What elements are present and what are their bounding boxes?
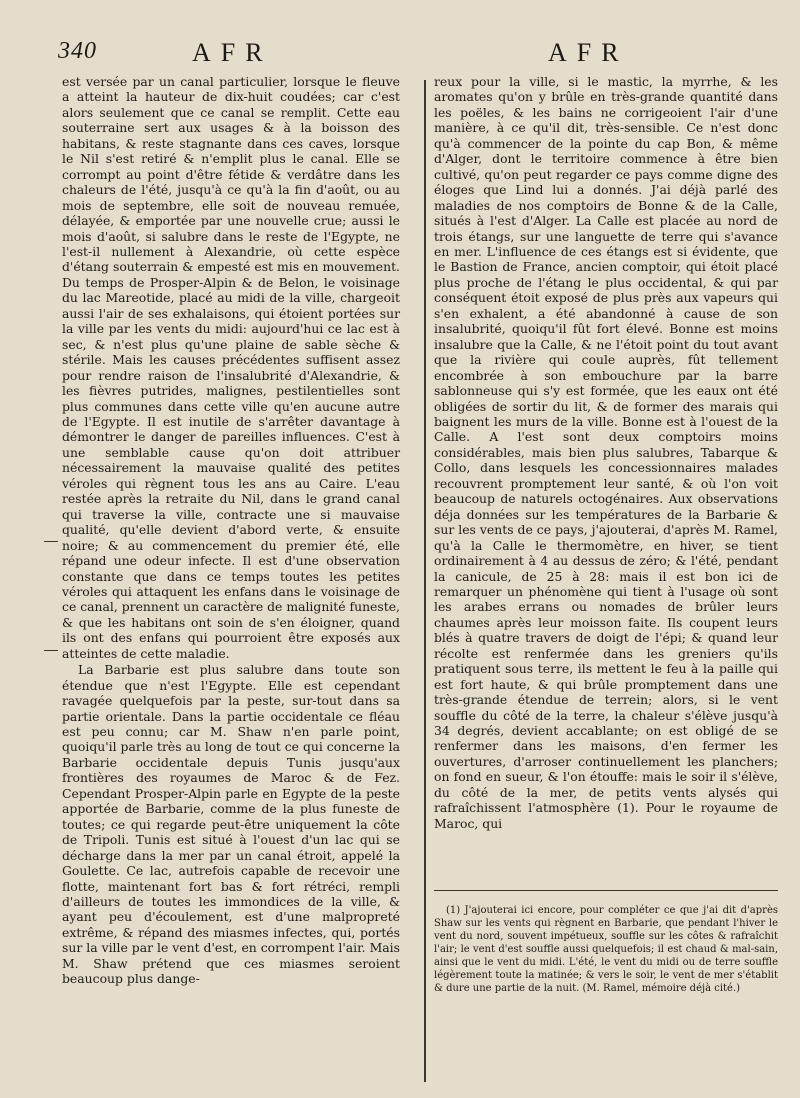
left-column [62,74,400,987]
paragraph: reux pour la ville, si le mastic, la myrrhe, & les aromates qu'on y brûle en très-grande quantité dans les poëles, & les bains ne corrigeoient l'air d'une manière, à ce qu'il dit, très-sensible. Ce n'est donc qu'à commencer de la pointe du cap Bon, & même d'Alger, dont le territoire commence à être bien cultivé, qu'on peut regarder ce pays comme digne des éloges que Lind lui a donnés. J'ai déjà parlé des maladies de nos comptoirs de Bonne & de la Calle, situés à l'est d'Alger. La Calle est placée au nord de trois étangs, sur une languette de terre qui s'avance en mer. L'influence de ces étangs est si évidente, que le Bastion de France, ancien comptoir, qui étoit placé plus proche de l'étang le plus occidental, & qui par conséquent étoit exposé de plus près aux vapeurs qui s'en exhalent, a été abandonné à cause de son insalubrité, quoiqu'il fût fort élevé. Bonne est moins insalubre que la Calle, & ne l'étoit point du tout avant que la rivière qui coule auprès, fût tellement encombrée à son embouchure par la barre sablonneuse qui s'y est formée, que les eaux ont été obligées de sortir du lit, & de former des marais qui baignent les murs de la ville. Bonne est à l'ouest de la Calle. A l'est sont deux comptoirs moins considérables, mais bien plus salubres, Tabarque & Collo, dans lesquels les concessionnaires malades recouvrent promptement leur santé, & où l'on voit beaucoup de naturels octogénaires. Aux observations déja données sur les températures de la Barbarie & sur les vents de ce pays, j'ajouterai, d'après M. Ramel, qu'à la Calle le thermomètre, en hiver, se tient ordinairement à 4 au dessus de zéro; & l'été, pendant la canicule, de 25 à 28: mais il est bon ici de remarquer un phénomène qui tient à l'usage où sont les arabes errans ou nomades de brûler leurs chaumes après leur moisson faite. Ils coupent leurs blés à quatre travers de doigt de l'épi; & quand leur récolte est renfermée dans les greniers qu'ils pratiquent sous terre, ils mettent le feu à la paille qui est fort haute, & qui brûle promptement dans une très-grande étendue de terrein; alors, si le vent souffle du côté de la terre, la chaleur s'élève jusqu'à 34 degrés, devient accablante; on est obligé de se renfermer dans les maisons, d'en fermer les ouvertures, d'arroser continuellement les planchers; on fond en sueur, & l'on étouffe: mais le soir il s'élève, du côté de la mer, de petits vents alysés qui rafraîchissent l'atmosphère (1). Pour le royaume de Maroc, qui [434,74,778,831]
running-head-left: AFR [192,38,273,67]
footnote [434,904,778,995]
running-head-right: AFR [548,38,629,67]
footnote-text: (1) J'ajouterai ici encore, pour compléter ce que j'ai dit d'après Shaw sur les vents qui règnent en Barbarie, que pendant l'hiver le vent du nord, souvent impétueux, souffle sur les côtes & rafraîchit l'air; le vent d'est souffle aussi quelquefois; il est chaud & mal-sain, ainsi que le vent du midi. L'été, le vent du midi ou de terre souffle légèrement toute la matinée; & vers le soir, le vent de mer s'établit & dure une partie de la nuit. (M. Ramel, mémoire déjà cité.) [434,905,778,994]
column-divider [424,80,426,1082]
margin-mark [44,541,58,542]
footnote-rule [434,890,778,891]
paragraph: est versée par un canal particulier, lorsque le fleuve a atteint la hauteur de dix-huit coudées; car c'est alors seulement que ce canal se remplit. Cette eau souterraine sert aux usages & à la boisson des habitans, & reste stagnante dans ces caves, lorsque le Nil s'est retiré & n'emplit plus le canal. Elle se corrompt au point d'être fétide & verdâtre dans les chaleurs de l'été, jusqu'à ce qu'à la fin d'août, ou au mois de septembre, elle soit de nouveau remuée, délayée, & emportée par une nouvelle crue; aussi le mois d'août, si salubre dans le reste de l'Egypte, ne l'est-il nullement à Alexandrie, où cette espèce d'étang souterrain & empesté est mis en mouvement. Du temps de Prosper-Alpin & de Belon, le voisinage du lac Mareotide, placé au midi de la ville, chargeoit aussi l'air de ses exhalaisons, qui étoient portées sur la ville par les vents du midi: aujourd'hui ce lac est à sec, & n'est plus qu'une plaine de sable sèche & stérile. Mais les causes précédentes suffisent assez pour rendre raison de l'insalubrité d'Alexandrie, & les fièvres putrides, malignes, pestilentielles sont plus communes dans cette ville qu'en aucune autre de l'Egypte. Il est inutile de s'arrêter davantage à démontrer le danger de pareilles influences. C'est à une semblable cause qu'on doit attribuer nécessairement la mauvaise qualité des petites véroles qui règnent tous les ans au Caire. L'eau restée après la retraite du Nil, dans le grand canal qui traverse la ville, contracte une si mauvaise qualité, qu'elle devient d'abord verte, & ensuite noire; & au commencement du premier été, elle répand une odeur infecte. Il est d'une observation constante que dans ce temps toutes les petites véroles qui attaquent les enfans dans le voisinage de ce canal, prennent un caractère de malignité funeste, & que les habitans ont soin de s'en éloigner, quand ils ont des enfans qui pourroient être exposés aux atteintes de cette maladie. [62,74,400,661]
right-column [434,74,778,831]
paragraph: La Barbarie est plus salubre dans toute son étendue que n'est l'Egypte. Elle est cependant ravagée quelquefois par la peste, sur-tout dans sa partie orientale. Dans la partie occidentale ce fléau est peu connu; car M. Shaw n'en parle point, quoiqu'il parle très au long de tout ce qui concerne la Barbarie occidentale depuis Tunis jusqu'aux frontières des royaumes de Maroc & de Fez. Cependant Prosper-Alpin parle en Egypte de la peste apportée de Barbarie, comme de la plus funeste de toutes; ce qui regarde peut-être uniquement la côte de Tripoli. Tunis est situé à l'ouest d'un lac qui se décharge dans la mer par un canal étroit, appelé la Goulette. Ce lac, autrefois capable de recevoir une flotte, maintenant fort bas & fort rétréci, rempli d'ailleurs de toutes les immondices de la ville, & ayant peu d'écoulement, est d'une malpropreté extrême, & répand des miasmes infectes, qui, portés sur la ville par le vent d'est, en corrompent l'air. Mais M. Shaw prétend que ces miasmes seroient beaucoup plus dange- [62,662,400,987]
margin-mark [44,650,58,651]
page-number: 340 [58,38,97,64]
